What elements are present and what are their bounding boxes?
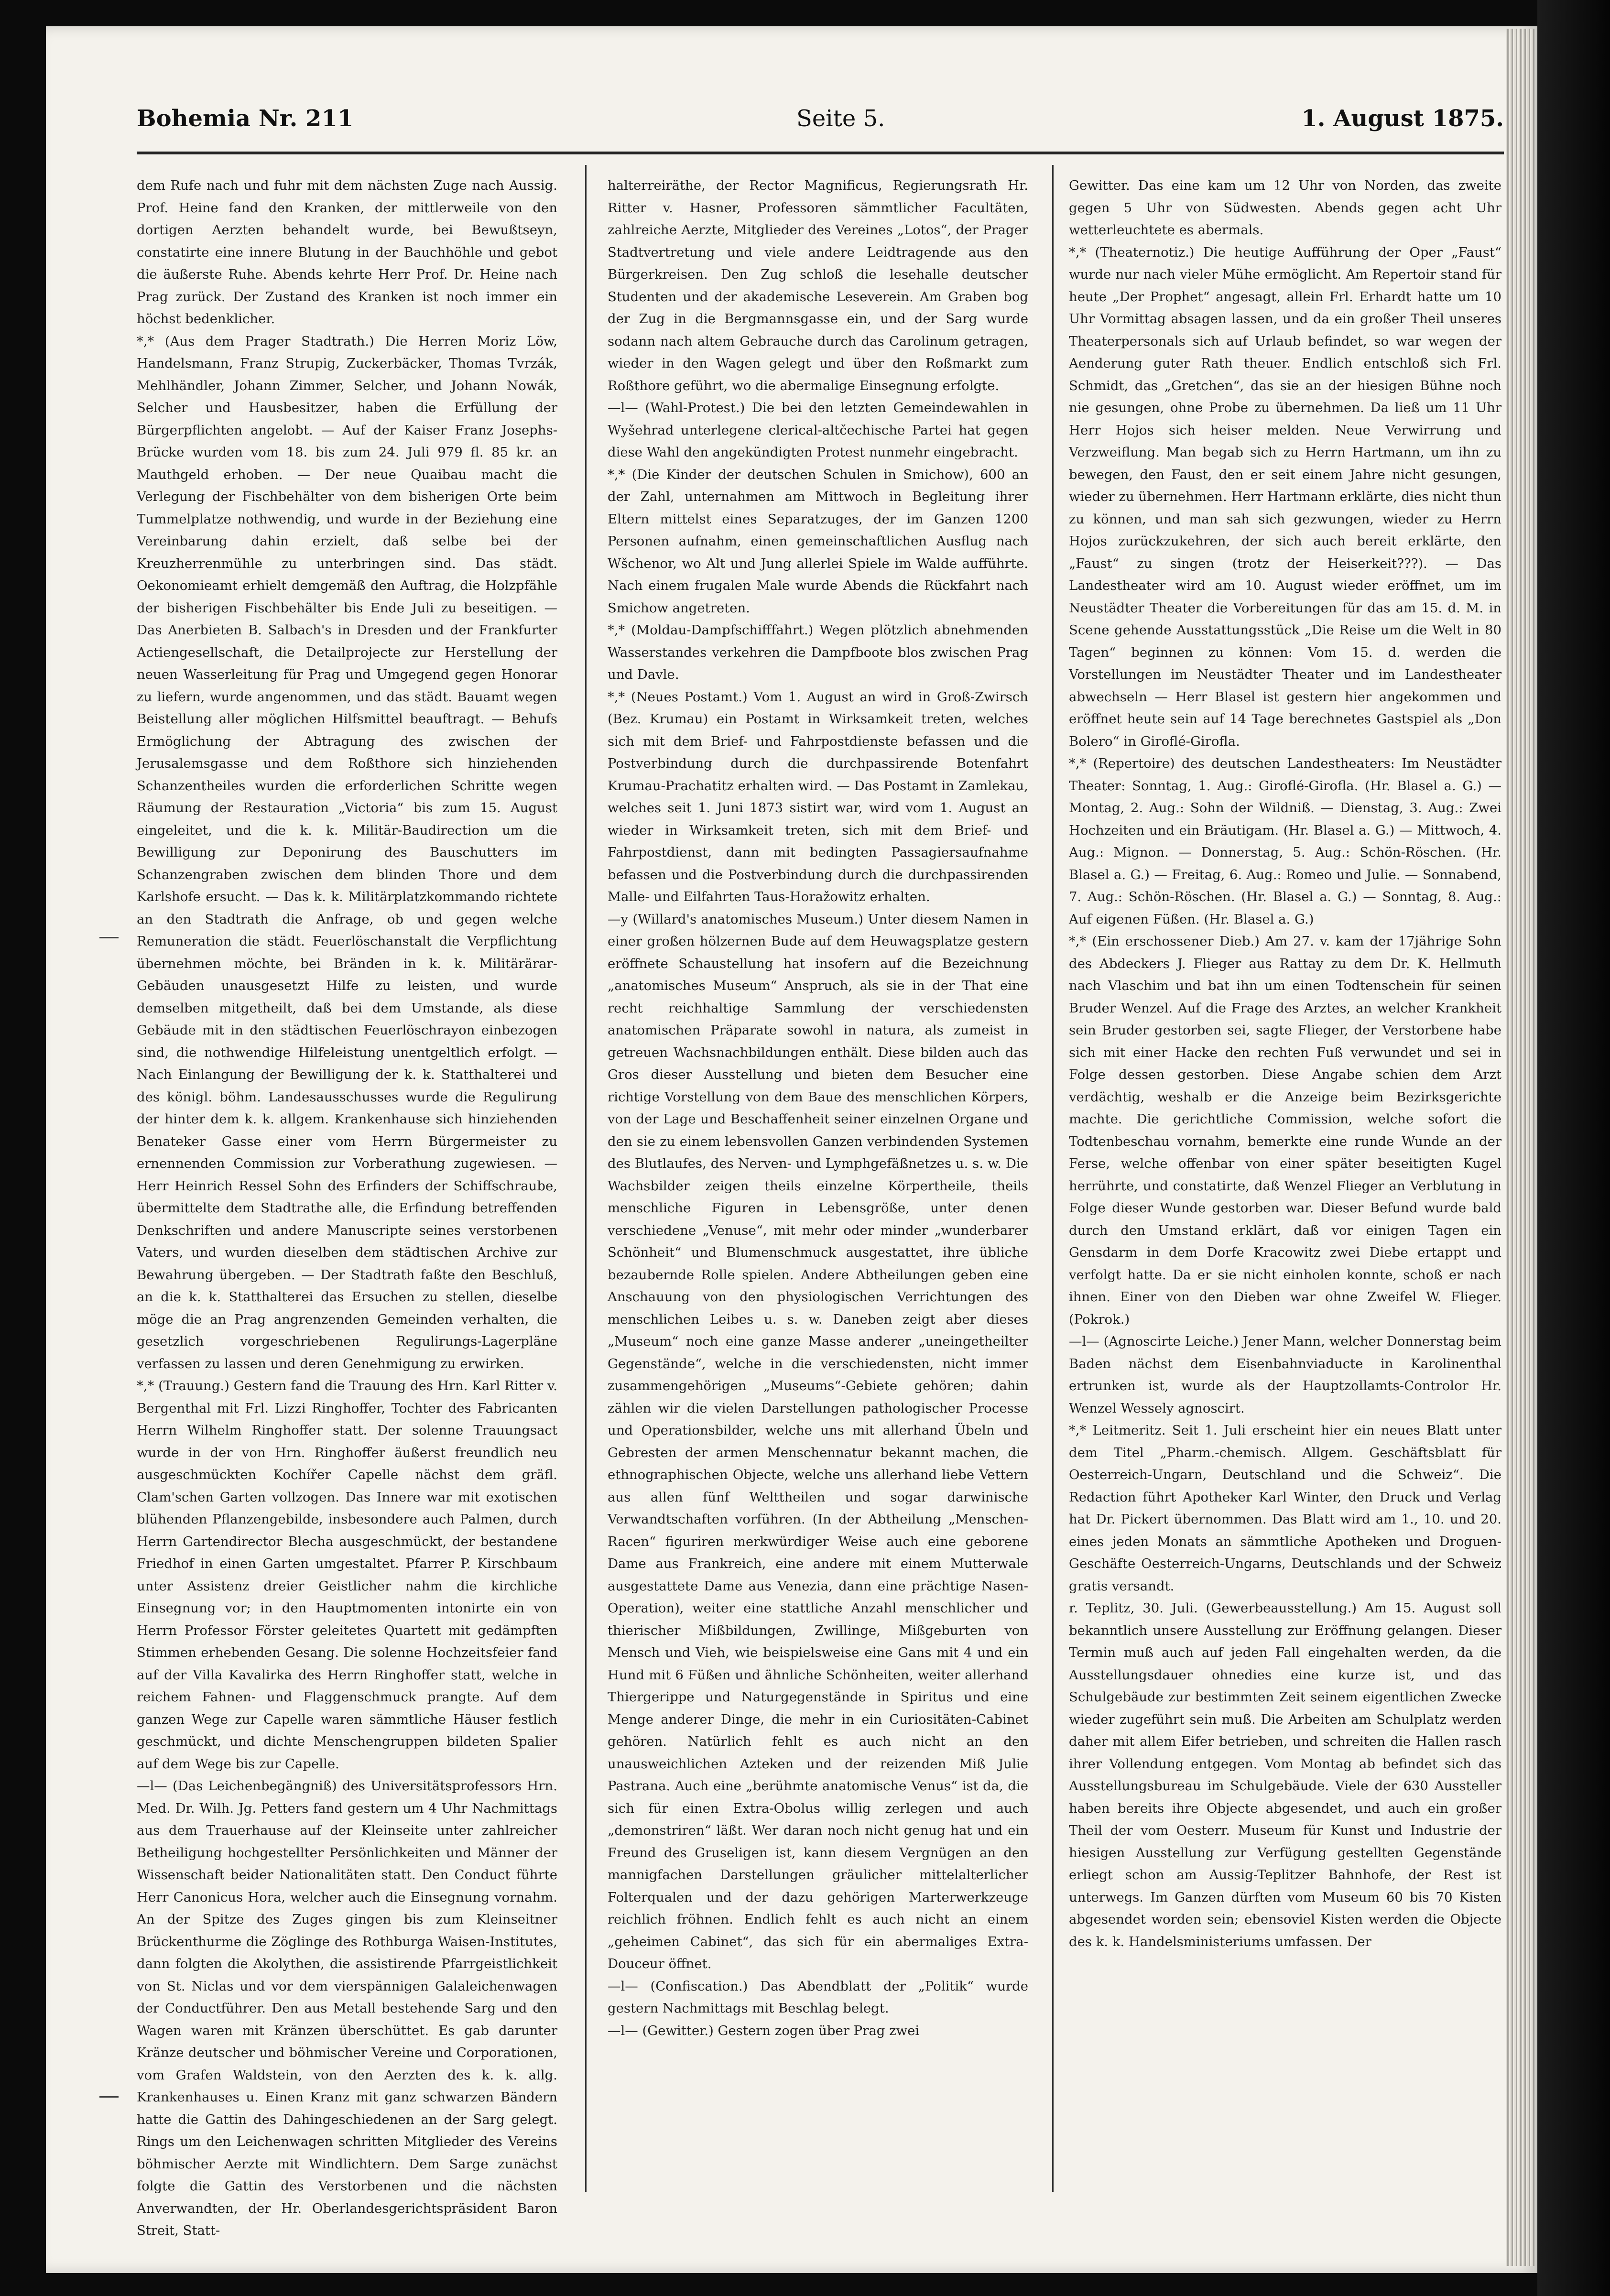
margin-mark [99,2096,119,2098]
margin-mark [99,937,119,938]
article-paragraph: —l— (Das Leichenbegängniß) des Universitätsprofessors Hrn. Med. Dr. Wilh. Jg. Petters fand gestern um 4 Uhr Nachmittags aus dem Trauerhause auf der Kleinseite unter zahlreicher Betheiligung hochgestellter Persönlichkeiten und Männer der Wissenschaft beider Nationalitäten statt. Den Conduct führte Herr Canonicus Hora, welcher auch die Einsegnung vornahm. An der Spitze des Zuges gingen bis zum Kleinseitner Brückenthurme die Zöglinge des Rothburga Waisen-Institutes, dann folgten die Akolythen, die assistirende Pfarrgeistlichkeit von St. Niclas und vor dem vierspännigen Galaleichenwagen der Conductführer. Den aus Metall bestehende Sarg und den Wagen waren mit Kränzen überschüttet. Es gab darunter Kränze deutscher und böhmischer Vereine und Corporationen, vom Grafen Waldstein, von den Aerzten des k. k. allg. Krankenhauses u. Einen Kranz mit ganz schwarzen Bändern hatte die Gattin des Dahingeschiedenen an der Sarg gelegt. Rings um den Leichenwagen schritten Mitglieder des Vereins böhmischer Aerzte mit Windlichtern. Dem Sarge zunächst folgte die Gattin des Verstorbenen und die nächsten Anverwandten, der Hr. Oberlandesgerichtspräsident Baron Streit, Statt- [137,1778,557,2238]
article-paragraph: dem Rufe nach und fuhr mit dem nächsten Zuge nach Aussig. Prof. Heine fand den Kranken, der mittlerweile von den dortigen Aerzten behandelt wurde, bei Bewußtseyn, constatirte eine innere Blutung in der Bauchhöhle und gebot die äußerste Ruhe. Abends kehrte Herr Prof. Dr. Heine nach Prag zurück. Der Zustand des Kranken ist noch immer ein höchst bedenklicher. [137,178,557,326]
article-paragraph: Gewitter. Das eine kam um 12 Uhr von Norden, das zweite gegen 5 Uhr von Südwesten. Abends gegen acht Uhr wetterleuchtete es abermals. [1069,178,1501,238]
column-divider [1052,165,1054,2192]
article-paragraph: *,* (Aus dem Prager Stadtrath.) Die Herren Moriz Löw, Handelsmann, Franz Strupig, Zuckerbäcker, Thomas Tvrzák, Mehlhändler, Johann Zimmer, Selcher, und Johann Nowák, Selcher und Hausbesitzer, haben die Erfüllung der Bürgerpflichten angelobt. — Auf der Kaiser Franz Josephs-Brücke wurden vom 18. bis zum 24. Juli 979 fl. 85 kr. an Mauthgeld erhoben. — Der neue Quaibau macht die Verlegung der Fischbehälter von dem bisherigen Orte beim Tummelplatze nothwendig, und wurde in der Beziehung eine Vereinbarung dahin erzielt, daß selbe bei der Kreuzherrenmühle zu unterbringen sind. Das städt. Oekonomieamt erhielt demgemäß den Auftrag, die Holzpfähle der bisherigen Fischbehälter bis Ende Juli zu beseitigen. — Das Anerbieten B. Salbach's in Dresden und der Frankfurter Actiengesellschaft, die Detailprojecte zur Herstellung der neuen Wasserleitung für Prag und Umgegend gegen Honorar zu liefern, wurde angenommen, und das städt. Bauamt wegen Beistellung aller möglichen Hilfsmittel beauftragt. — Behufs Ermöglichung der Abtragung des zwischen der Jerusalemsgasse und dem Roßthore sich hinziehenden Schanzentheiles wurden die erforderlichen Schritte wegen Räumung der Restauration „Victoria“ bis zum 15. August eingeleitet, und die k. k. Militär-Baudirection um die Bewilligung zur Deponirung des Bauschutters im Schanzengraben zwischen dem blinden Thore und dem Karlshofe ersucht. — Das k. k. Militärplatzkommando richtete an den Stadtrath die Anfrage, ob und gegen welche Remuneration die städt. Feuerlöschanstalt die Verpflichtung übernehmen möchte, bei Bränden in k. k. Militärärar-Gebäuden unausgesetzt Hilfe zu leisten, und wurde demselben mitgetheilt, daß bei dem Umstande, als diese Gebäude mit in den städtischen Feuerlöschrayon einbezogen sind, die nothwendige Hilfeleistung unentgeltlich erfolgt. — Nach Einlangung der Bewilligung der k. k. Statthalterei und des königl. böhm. Landesausschusses wurde die Regulirung der hinter dem k. k. allgem. Krankenhause sich hinziehenden Benateker Gasse einer vom Herrn Bürgermeister zu ernennenden Commission zur Vorberathung zugewiesen. — Herr Heinrich Ressel Sohn des Erfinders der Schiffschraube, übermittelte dem Stadtrathe alle, die Erfindung betreffenden Denkschriften und andere Manuscripte seines verstorbenen Vaters, und wurden dieselben dem städtischen Archive zur Bewahrung übergeben. — Der Stadtrath faßte den Beschluß, an die k. k. Statthalterei das Ersuchen zu stellen, dieselbe möge die an Prag angrenzenden Gemeinden verhalten, die gesetzlich vorgeschriebenen Regulirungs-Lagerpläne verfassen zu lassen und deren Genehmigung zu erwirken. [137,333,557,1371]
article-paragraph: —l— (Wahl-Protest.) Die bei den letzten Gemeindewahlen in Wyšehrad unterlegene clerical-altčechische Partei hat gegen diese Wahl den angekündigten Protest nunmehr eingebracht. [608,400,1028,460]
article-paragraph: —l— (Confiscation.) Das Abendblatt der „Politik“ wurde gestern Nachmittags mit Beschlag belegt. [608,1978,1028,2016]
column-divider [585,165,587,2192]
article-paragraph: *,* (Moldau-Dampfschifffahrt.) Wegen plötzlich abnehmenden Wasserstandes verkehren die Dampfboote blos zwischen Prag und Davle. [608,622,1028,682]
text-column-2 [608,174,1028,2192]
header-rule [137,152,1504,154]
newspaper-page [46,26,1537,2273]
article-paragraph: —y (Willard's anatomisches Museum.) Unter diesem Namen in einer großen hölzernen Bude auf dem Heuwagsplatze gestern eröffnete Schaustellung hat insofern auf die Bezeichnung „anatomisches Museum“ Anspruch, als sie in der That eine recht reichhaltige Sammlung der verschiedensten anatomischen Präparate sowohl in natura, als zumeist in getreuen Wachsnachbildungen enthält. Diese bilden auch das Gros dieser Ausstellung und bieten dem Besucher eine richtige Vorstellung von dem Baue des menschlichen Körpers, von der Lage und Beschaffenheit seiner einzelnen Organe und den sie zu einem lebensvollen Ganzen verbindenden Systemen des Blutlaufes, des Nerven- und Lymphgefäßnetzes u. s. w. Die Wachsbilder zeigen theils einzelne Körpertheile, theils menschliche Figuren in Lebensgröße, unter denen verschiedene „Venuse“, mit mehr oder minder „wunderbarer Schönheit“ und Blumenschmuck ausgestattet, ihre übliche bezaubernde Rolle spielen. Andere Abtheilungen geben eine Anschauung von den physiologischen Verrichtungen des menschlichen Leibes u. s. w. Daneben zeigt aber dieses „Museum“ noch eine ganze Masse anderer „uneingetheilter Gegenstände“, welche in die verschiedensten, nicht immer zusammengehörigen „Museums“-Gebiete gehören; dahin zählen wir die vielen Darstellungen pathologischer Processe und Operationsbilder, welche uns mit allerhand Übeln und Gebresten der armen Menschennatur bekannt machen, die ethnographischen Objecte, welche uns allerhand liebe Vettern aus allen fünf Welttheilen und sogar darwinische Verwandtschaften vorführen. (In der Abtheilung „Menschen-Racen“ figuriren merkwürdiger Weise auch eine geborene Dame aus Frankreich, eine andere mit einem Mutterwale ausgestattete Dame aus Venezia, dann eine prächtige Nasen-Operation), weiter eine stattliche Anzahl menschlicher und thierischer Mißbildungen, Zwillinge, Mißgeburten von Mensch und Vieh, wie beispielsweise eine Gans mit 4 und ein Hund mit 6 Füßen und ähnliche Schönheiten, weiter allerhand Thiergerippe und Naturgegenstände in Spiritus und eine Menge anderer Dinge, die mehr in ein Curiositäten-Cabinet gehören. Natürlich fehlt es auch nicht an den unausweichlichen Azteken und der reizenden Miß Julie Pastrana. Auch eine „berühmte anatomische Venus“ ist da, die sich für einen Extra-Obolus willig zerlegen und auch „demonstriren“ läßt. Wer daran noch nicht genug hat und ein Freund des Gruseligen ist, kann diesem Vergnügen an den mannigfachen Darstellungen gräulicher mittelalterlicher Folterqualen und der dazu gehörigen Marterwerkzeuge reichlich fröhnen. Endlich fehlt es auch nicht an einem „geheimen Cabinet“, das sich für ein abermaliges Extra-Douceur öffnet. [608,911,1028,1971]
article-paragraph: r. Teplitz, 30. Juli. (Gewerbeausstellung.) Am 15. August soll bekanntlich unsere Ausstellung zur Eröffnung gelangen. Dieser Termin muß auch auf jeden Fall eingehalten werden, da die Ausstellungsdauer ohnedies eine kurze ist, und das Schulgebäude zur bestimmten Zeit seinem eigentlichen Zwecke wieder zugeführt sein muß. Die Arbeiten am Schulplatz werden daher mit allem Eifer betrieben, und schreiten die Hallen rasch ihrer Vollendung entgegen. Vom Montag ab befindet sich das Ausstellungsbureau im Schulgebäude. Viele der 630 Aussteller haben bereits ihre Objecte abgesendet, und auch ein großer Theil der vom Oesterr. Museum für Kunst und Industrie der hiesigen Ausstellung zur Verfügung gestellten Gegenstände erliegt schon am Aussig-Teplitzer Bahnhofe, der Rest ist unterwegs. Im Ganzen dürften vom Museum 60 bis 70 Kisten abgesendet worden sein; ebensoviel Kisten werden die Objecte des k. k. Handelsministeriums umfassen. Der [1069,1600,1501,1949]
article-paragraph: *,* (Trauung.) Gestern fand die Trauung des Hrn. Karl Ritter v. Bergenthal mit Frl. Lizzi Ringhoffer, Tochter des Fabricanten Herrn Wilhelm Ringhoffer statt. Der solenne Trauungsact wurde in der von Hrn. Ringhoffer äußerst freundlich neu ausgeschmückten Kochířer Capelle nächst dem gräfl. Clam'schen Garten vollzogen. Das Innere war mit exotischen blühenden Pflanzengebilde, insbesondere auch Palmen, durch Herrn Gartendirector Blecha ausgeschmückt, der bestandene Friedhof in einen Garten umgestaltet. Pfarrer P. Kirschbaum unter Assistenz dreier Geistlicher nahm die kirchliche Einsegnung vor; in den Hauptmomenten intonirte ein von Herrn Professor Förster geleitetes Quartett mit gedämpften Stimmen erhebenden Gesang. Die solenne Hochzeitsfeier fand auf der Villa Kavalirka des Herrn Ringhoffer statt, welche in reichem Fahnen- und Flaggenschmuck prangte. Auf dem ganzen Wege zur Capelle waren sämmtliche Häuser festlich geschmückt, und dichte Menschengruppen bildeten Spalier auf dem Wege bis zur Capelle. [137,1378,557,1772]
page-header [137,105,1504,143]
article-paragraph: halterreiräthe, der Rector Magnificus, Regierungsrath Hr. Ritter v. Hasner, Professoren sämmtlicher Facultäten, zahlreiche Aerzte, Mitglieder des Vereines „Lotos“, der Prager Stadtvertretung und viele andere Leidtragende aus den Bürgerkreisen. Den Zug schloß die lesehalle deutscher Studenten und der akademische Leseverein. Am Graben bog der Zug in die Bergmannsgasse ein, und der Sarg wurde sodann nach altem Gebrauche durch das Carolinum getragen, wieder in den Wagen gelegt und über den Roßmarkt zum Roßthore geführt, wo die abermalige Einsegnung erfolgte. [608,178,1028,393]
book-spine [1537,0,1610,2296]
article-paragraph: *,* Leitmeritz. Seit 1. Juli erscheint hier ein neues Blatt unter dem Titel „Pharm.-chemisch. Allgem. Geschäftsblatt für Oesterreich-Ungarn, Deutschland und die Schweiz“. Die Redaction führt Apotheker Karl Winter, den Druck und Verlag hat Dr. Pickert übernommen. Das Blatt wird am 1., 10. und 20. eines jeden Monats an sämmtliche Apotheken und Droguen-Geschäfte Oesterreich-Ungarns, Deutschlands und der Schweiz gratis versandt. [1069,1423,1501,1594]
newspaper-name: Bohemia Nr. 211 [137,105,354,132]
text-column-3 [1069,174,1501,2192]
article-paragraph: *,* (Repertoire) des deutschen Landestheaters: Im Neustädter Theater: Sonntag, 1. Aug.: Giroflé-Girofla. (Hr. Blasel a. G.) — Montag, 2. Aug.: Sohn der Wildniß. — Dienstag, 3. Aug.: Zwei Hochzeiten und ein Bräutigam. (Hr. Blasel a. G.) — Mittwoch, 4. Aug.: Mignon. — Donnerstag, 5. Aug.: Schön-Röschen. (Hr. Blasel a. G.) — Freitag, 6. Aug.: Romeo und Julie. — Sonnabend, 7. Aug.: Schön-Röschen. (Hr. Blasel a. G.) — Sonntag, 8. Aug.: Auf eigenen Füßen. (Hr. Blasel a. G.) [1069,756,1501,927]
article-paragraph: —l— (Gewitter.) Gestern zogen über Prag zwei [608,2023,920,2038]
article-paragraph: *,* (Die Kinder der deutschen Schulen in Smichow), 600 an der Zahl, unternahmen am Mittwoch in Begleitung ihrer Eltern mittelst eines Separatzuges, der im Ganzen 1200 Personen aufnahm, einen gemeinschaftlichen Ausflug nach Wšchenor, wo Alt und Jung allerlei Spiele im Walde aufführte. Nach einem frugalen Male wurde Abends die Rückfahrt nach Smichow angetreten. [608,467,1028,616]
article-paragraph: *,* (Neues Postamt.) Vom 1. August an wird in Groß-Zwirsch (Bez. Krumau) ein Postamt in Wirksamkeit treten, welches sich mit dem Brief- und Fahrpostdienste befassen und die Postverbindung durch die durchpassirende Botenfahrt Krumau-Prachatitz erhalten wird. — Das Postamt in Zamlekau, welches seit 1. Juni 1873 sistirt war, wird vom 1. August an wieder in Wirksamkeit treten, sich mit dem Brief- und Fahrpostdienst, dann mit bedingten Passagiersaufnahme befassen und die Postverbindung durch die durchpassirenden Malle- und Eilfahrten Taus-Horažowitz erhalten. [608,689,1028,904]
page-edge [1506,29,1534,2266]
article-paragraph: *,* (Ein erschossener Dieb.) Am 27. v. kam der 17jährige Sohn des Abdeckers J. Flieger aus Rattay zu dem Dr. K. Hellmuth nach Vlaschim und bat ihn um einen Todtenschein für seinen Bruder Wenzel. Auf die Frage des Arztes, an welcher Krankheit sein Bruder gestorben sei, sagte Flieger, der Verstorbene habe sich mit einer Hacke den rechten Fuß verwundet und sei in Folge dessen gestorben. Diese Angabe schien dem Arzt verdächtig, weshalb er die Anzeige beim Bezirksgerichte machte. Die gerichtliche Commission, welche sofort die Todtenbeschau vornahm, bemerkte eine runde Wunde an der Ferse, welche offenbar von einer später beseitigten Kugel herrührte, und constatirte, daß Wenzel Flieger an Verblutung in Folge dieser Wunde gestorben war. Dieser Befund wurde bald durch den Umstand erklärt, daß vor einigen Tagen ein Gensdarm in dem Dorfe Kracowitz zwei Diebe ertappt und verfolgt hatte. Da er sie nicht einholen konnte, schoß er nach ihnen. Einer von den Dieben war ohne Zweifel W. Flieger. (Pokrok.) [1069,934,1501,1327]
page-number: Seite 5. [796,105,885,132]
issue-date: 1. August 1875. [1301,105,1504,132]
article-paragraph: —l— (Agnoscirte Leiche.) Jener Mann, welcher Donnerstag beim Baden nächst dem Eisenbahnviaducte in Karolinenthal ertrunken ist, wurde als der Hauptzollamts-Controlor Hr. Wenzel Wessely agnoscirt. [1069,1334,1501,1416]
text-column-1 [137,174,557,2238]
article-paragraph: *,* (Theaternotiz.) Die heutige Aufführung der Oper „Faust“ wurde nur nach vieler Mühe ermöglicht. Am Repertoir stand für heute „Der Prophet“ angesagt, allein Frl. Erhardt hatte um 10 Uhr Vormittag absagen lassen, und da ein großer Theil unseres Theaterpersonals sich auf Urlaub befindet, so war wegen der Aenderung guter Rath theuer. Endlich entschloß sich Frl. Schmidt, das „Gretchen“, das sie an der hiesigen Bühne noch nie gesungen, ohne Probe zu übernehmen. Da ließ um 11 Uhr Herr Hojos sich heiser melden. Neue Verwirrung und Verzweiflung. Man begab sich zu Herrn Hartmann, um ihn zu bewegen, den Faust, den er seit einem Jahre nicht gesungen, wieder zu übernehmen. Herr Hartmann erklärte, dies nicht thun zu können, und man sah sich gezwungen, wieder zu Herrn Hojos zurückzukehren, der sich auch bereit erklärte, den „Faust“ zu singen (trotz der Heiserkeit???). — Das Landestheater wird am 10. August wieder eröffnet, um im Neustädter Theater die Vorbereitungen für das am 15. d. M. in Scene gehende Ausstattungsstück „Die Reise um die Welt in 80 Tagen“ beginnen zu können: Vom 15. d. werden die Vorstellungen im Neustädter Theater und im Landestheater abwechseln — Herr Blasel ist gestern hier angekommen und eröffnet heute sein auf 14 Tage berechnetes Gastspiel als „Don Bolero“ in Giroflé-Girofla. [1069,244,1501,749]
